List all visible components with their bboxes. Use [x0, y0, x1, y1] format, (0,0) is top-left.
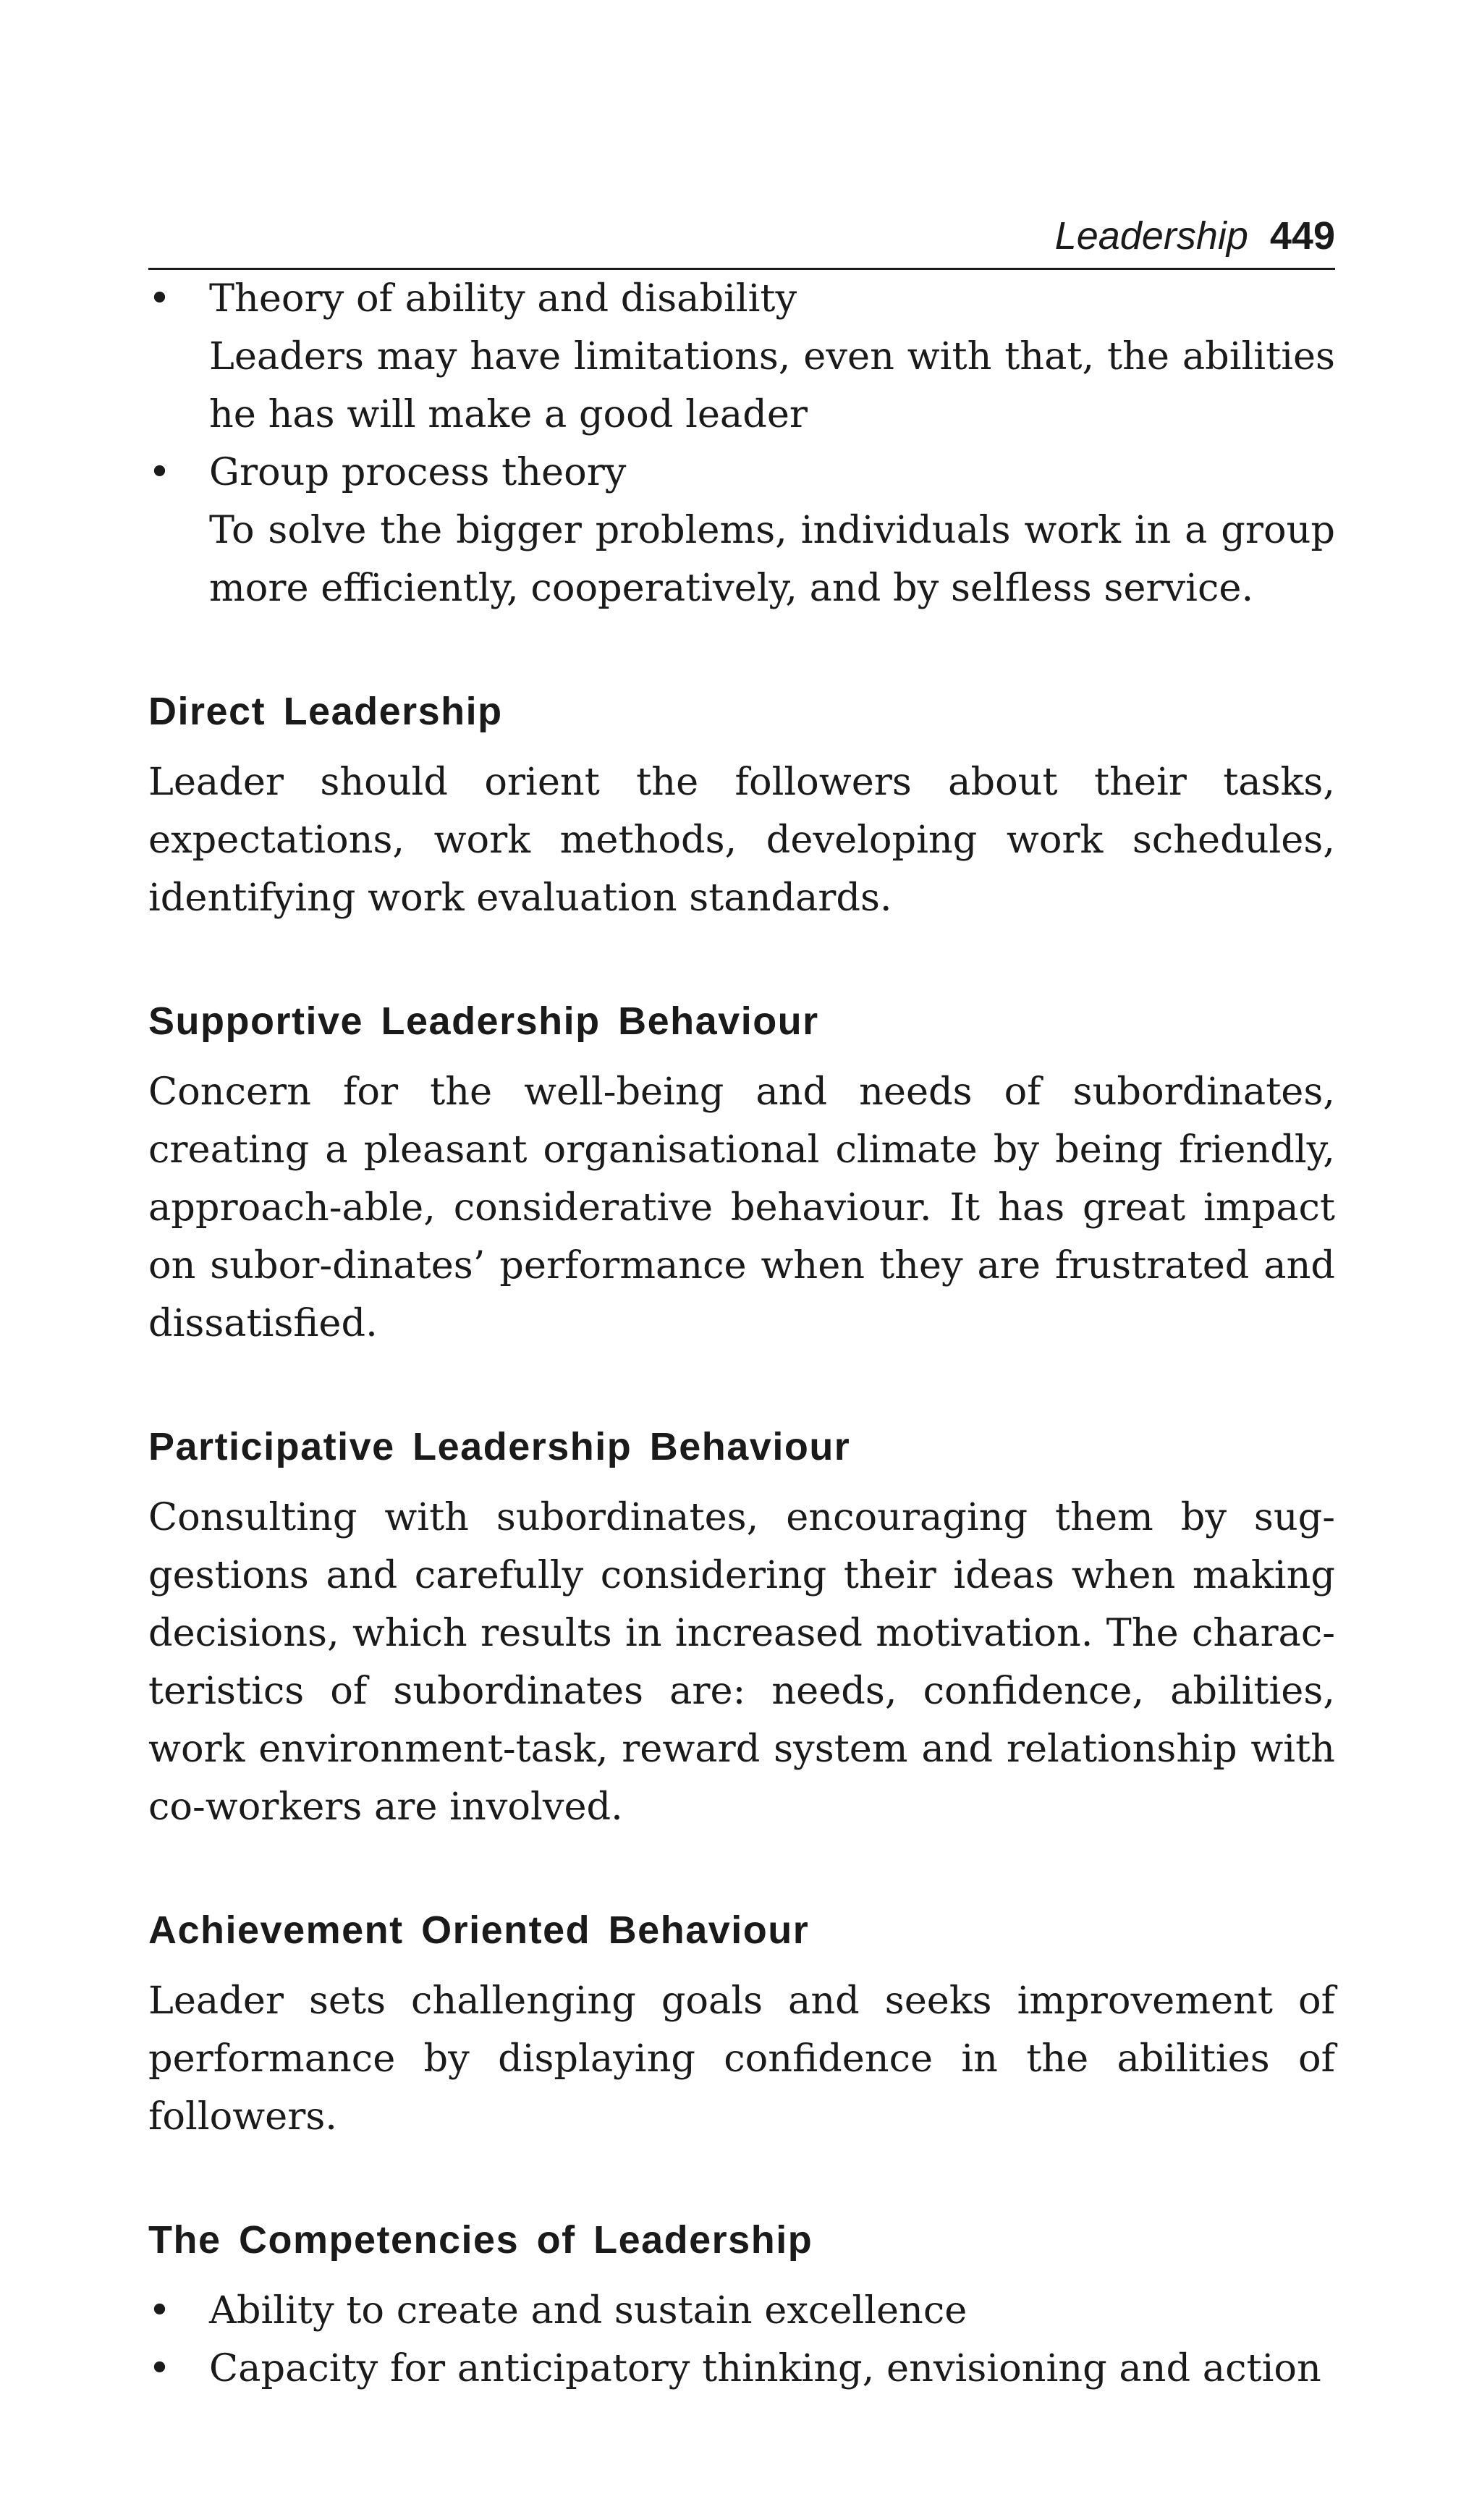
bullet-icon: •: [148, 2288, 171, 2333]
page-number: 449: [1269, 214, 1335, 258]
bullet-icon: •: [148, 450, 171, 494]
section-paragraph: Concern for the well-being and needs of subordinates, creating a pleasant organisational climate by being friendly, approach-able, considerative behaviour. It has great impact on subor-dinates’ performance when they are frustrated and dissatisfied.: [148, 1070, 1335, 1345]
list-item: [148, 2340, 1335, 2398]
section-competencies: [148, 2211, 1335, 2398]
list-item-title: Theory of ability and disability: [209, 276, 797, 321]
chapter-title: Leadership: [1054, 214, 1248, 258]
section-heading: Direct Leadership: [148, 690, 503, 733]
section-supportive-leadership: [148, 992, 1335, 1353]
section-paragraph: Leader sets challenging goals and seeks improvement of performance by displaying confidence in the abilities of followers.: [148, 1979, 1335, 2139]
section-direct-leadership: [148, 682, 1335, 927]
list-item-text: Capacity for anticipatory thinking, envisioning and action: [209, 2346, 1321, 2390]
section-participative-leadership: [148, 1418, 1335, 1836]
list-item-description: Leaders may have limitations, even with that, the abilities he has will make a good leader: [209, 334, 1335, 436]
competencies-list: [148, 2282, 1335, 2398]
book-page: [148, 210, 1335, 2398]
section-heading: Participative Leadership Behaviour: [148, 1425, 851, 1468]
list-item: [148, 270, 1335, 444]
section-paragraph: Leader should orient the followers about their tasks, expectations, work methods, developing work schedules, identifying work evaluation standards.: [148, 760, 1335, 920]
running-head: [148, 210, 1335, 270]
list-item-description: To solve the bigger problems, individuals work in a group more efficiently, cooperatively, and by selfless service.: [209, 508, 1335, 610]
section-heading: Achievement Oriented Behaviour: [148, 1908, 810, 1952]
bullet-icon: •: [148, 2346, 171, 2390]
bullet-icon: •: [148, 276, 171, 321]
list-item-text: Ability to create and sustain excellence: [209, 2288, 967, 2333]
theory-list: [148, 270, 1335, 617]
list-item: [148, 2282, 1335, 2340]
list-item-title: Group process theory: [209, 450, 627, 494]
list-item: [148, 444, 1335, 617]
section-achievement-oriented: [148, 1901, 1335, 2146]
section-heading: The Competencies of Leadership: [148, 2218, 813, 2262]
section-heading: Supportive Leadership Behaviour: [148, 999, 819, 1043]
section-paragraph: Consulting with subordinates, encouraging them by sug-gestions and carefully considering their ideas when making decisions, which results in increased motivation. The charac-teristics of subordinates are: needs, confidence, abilities, work environment-task, reward system and relationship with co-workers are involved.: [148, 1495, 1335, 1829]
